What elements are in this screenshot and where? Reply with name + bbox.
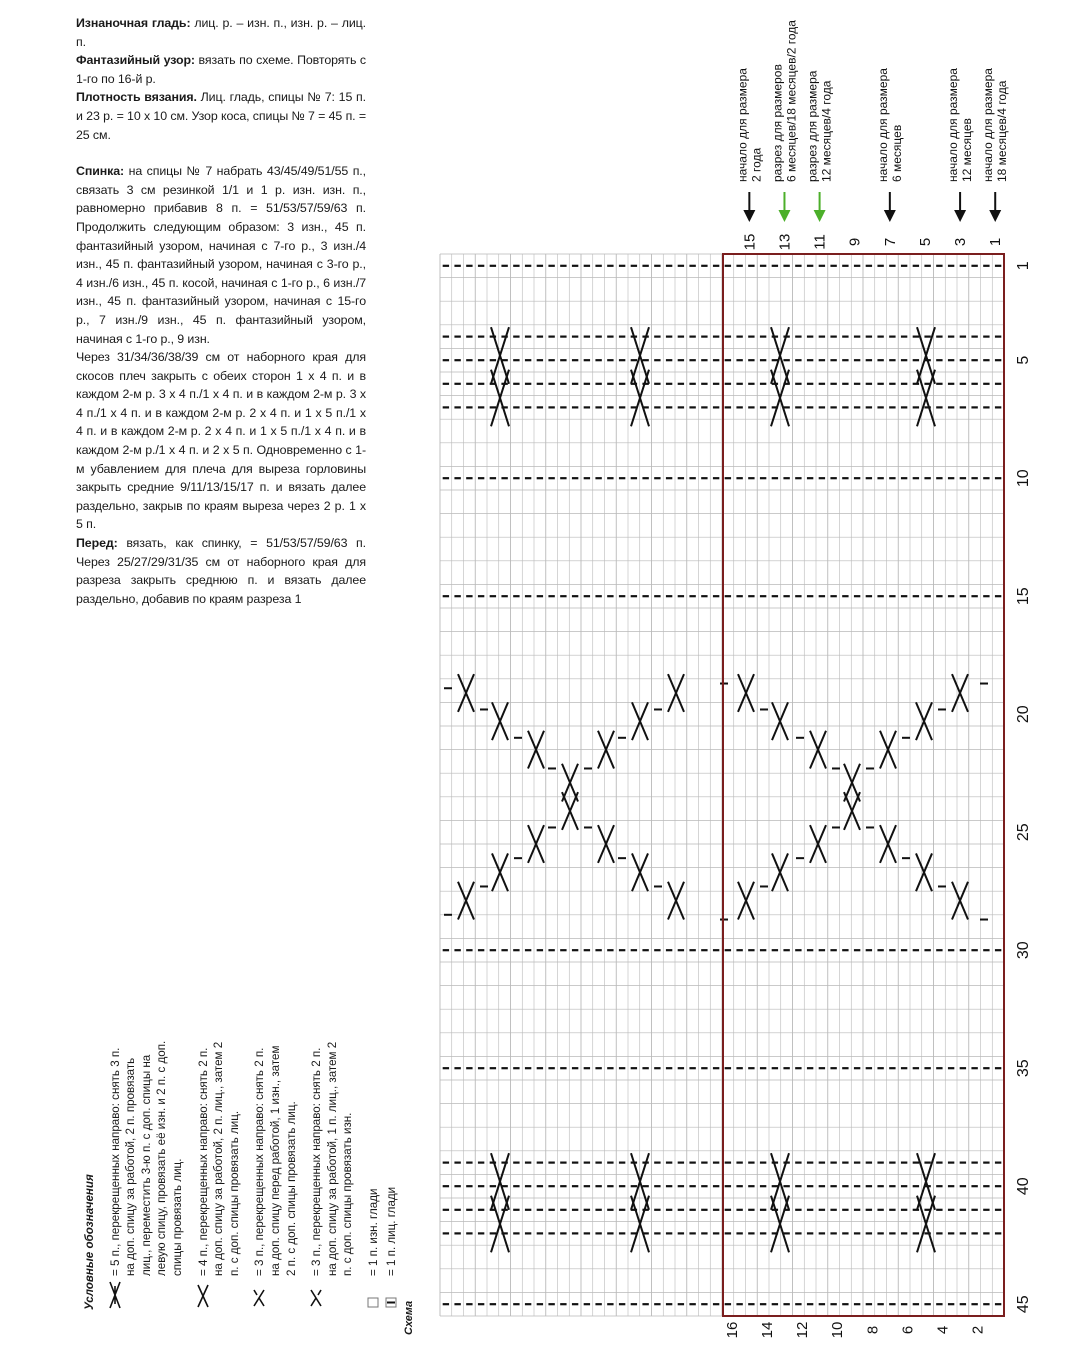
cable-cross-mark <box>772 853 788 891</box>
cable-cross-mark <box>952 674 968 712</box>
annotation-text: 6 месяцев/18 месяцев/2 года <box>784 20 799 182</box>
term-reverse-stockinette: Изнаночная гладь: <box>76 16 191 30</box>
pattern-repeat-frame <box>723 254 1004 1316</box>
term-gauge: Плотность вязания. <box>76 90 197 105</box>
row-number-label: 1 <box>1015 261 1032 271</box>
column-number-label: 2 <box>969 1325 987 1335</box>
column-number-label: 12 <box>794 1321 812 1339</box>
row-number-label: 45 <box>1015 1295 1032 1314</box>
cable-cross-mark <box>738 882 754 920</box>
annotation-text: начало для размера <box>981 68 996 182</box>
body-gauge: Лиц. гладь, спицы № 7: 15 п. и 23 р. = 10 х 10 см. Узор коса, спицы № 7 = 45 п. = 25 см. <box>76 90 366 142</box>
column-number-label: 1 <box>987 237 1005 247</box>
cable-cross-mark <box>562 792 578 830</box>
annotation-text: 12 месяцев/4 года <box>819 80 834 182</box>
column-number-label: 10 <box>829 1321 847 1339</box>
column-number-label: 8 <box>864 1325 882 1335</box>
column-number-label: 4 <box>934 1325 952 1335</box>
column-number-label: 11 <box>811 234 829 250</box>
column-number-label: 5 <box>916 237 934 247</box>
row-numbers <box>1015 261 1032 1313</box>
annotation-text: начало для размера <box>735 68 750 182</box>
legend-item-3-cross-front: = 3 п., перекрещенных направо: снять 2 п. на доп. спицу перед работой, 1 изн., затем 2 п. с доп. спицы провязать лиц. <box>252 1040 299 1310</box>
cable-cross-mark <box>917 370 935 427</box>
row-number-label: 5 <box>1015 355 1032 365</box>
legend-item-purl: = 1 п. изн. глади <box>366 1040 382 1310</box>
body-reverse-stockinette: лиц. р. – изн. п., изн. р. – лиц. п. <box>76 16 366 49</box>
cable-cross-mark <box>668 674 684 712</box>
cable-cross-mark <box>916 702 932 740</box>
cable-cross-mark <box>458 674 474 712</box>
column-number-label: 13 <box>776 233 794 251</box>
annotation-text: 6 месяцев <box>889 124 904 182</box>
cable-cross-mark <box>844 792 860 830</box>
cable-cross-mark <box>771 1196 789 1253</box>
size-annotation <box>981 68 1009 222</box>
cable-cross-mark <box>738 674 754 712</box>
size-annotation <box>876 68 904 222</box>
annotation-text: разрез для размера <box>805 70 820 182</box>
legend-item-5-cross: = 5 п., перекрещенных направо: снять 3 п. на доп. спицу за работой, 2 п. провязать лиц., переместить 3-ю п. с доп. спицы на левую спицу, провязать её изн. и 2 п. с доп. спицы провязать лиц. <box>108 1040 186 1310</box>
row-number-label: 30 <box>1015 941 1032 960</box>
annotation-text: разрез для размеров <box>770 64 785 182</box>
cable-cross-mark <box>771 370 789 427</box>
legend-title: Условные обозначения <box>83 1174 96 1310</box>
cable-cross-mark <box>492 702 508 740</box>
column-number-label: 6 <box>899 1325 917 1335</box>
annotation-text: 12 месяцев <box>960 118 975 182</box>
legend-item-3-cross-back: = 3 п., перекрещенных направо: снять 2 п. на доп. спицу за работой, 1 п. лиц., затем 2 п. с доп. спицы провязать изн. <box>309 1040 356 1310</box>
body-fancy-pattern: вязать по схеме. Повторять с 1-го по 16-й р. <box>76 53 366 86</box>
column-number-label: 14 <box>758 1321 776 1339</box>
chart-cable-symbols <box>458 327 968 1252</box>
term-back: Спинка: <box>76 164 125 179</box>
size-annotation <box>735 68 763 222</box>
column-number-label: 3 <box>952 237 970 247</box>
cable-cross-mark <box>917 1196 935 1253</box>
size-annotation <box>946 68 974 222</box>
legend-item-knit: = 1 п. лиц. глади <box>384 1040 400 1310</box>
row-number-label: 20 <box>1015 705 1032 724</box>
legend-item-4-cross: = 4 п., перекрещенных направо: снять 2 п. на доп. спицу за работой, 2 п. лиц., затем 2 п. с доп. спицы провязать лиц. <box>196 1040 243 1310</box>
row-number-label: 25 <box>1015 823 1032 842</box>
annotation-text: 2 года <box>749 147 764 182</box>
cable-cross-mark <box>772 702 788 740</box>
annotation-text: начало для размера <box>946 68 961 182</box>
size-annotation <box>770 20 798 222</box>
annotation-text: 18 месяцев/4 года <box>995 80 1010 182</box>
row-number-label: 15 <box>1015 587 1032 606</box>
row-number-label: 10 <box>1015 469 1032 488</box>
cable-cross-mark <box>952 882 968 920</box>
column-number-label: 15 <box>741 233 759 251</box>
cable-cross-mark <box>668 882 684 920</box>
cable-cross-mark <box>458 882 474 920</box>
column-number-label: 7 <box>881 237 899 247</box>
cable-cross-mark <box>492 853 508 891</box>
row-number-label: 40 <box>1015 1177 1032 1196</box>
body-front: вязать, как спинку, = 51/53/57/59/63 п. Через 25/27/29/31/35 см от наборного края для разреза закрыть среднюю п. и вязать далее раздельно, добавив по краям разреза 1 <box>76 536 366 606</box>
column-number-label: 16 <box>723 1321 741 1339</box>
column-numbers <box>724 234 1004 1339</box>
chart-caption: Схема <box>403 1300 415 1335</box>
term-fancy-pattern: Фантазийный узор: <box>76 53 195 68</box>
row-number-label: 35 <box>1015 1059 1032 1078</box>
size-annotation <box>806 70 834 222</box>
size-annotations <box>735 20 1009 222</box>
cable-cross-mark <box>491 370 509 427</box>
cable-cross-mark <box>916 853 932 891</box>
term-front: Перед: <box>76 536 118 551</box>
cable-cross-mark <box>491 1196 509 1253</box>
annotation-text: начало для размера <box>875 68 890 182</box>
body-shoulders: Через 31/34/36/38/39 см от наборного края для скосов плеч закрыть с обеих сторон 1 х 4 п. и в каждом 2-м р. 3 х 4 п./1 х 4 п. и в каждом 2-м р. 3 х 4 п./1 х 4 п. и в каждом 2-м р. 2 х 4 п. и 1 х 5 п./1 х 4 п. и в каждом 2-м р. 2 х 4 п. и 1 х 5 п./1 х 4 п. и в каждом 2-м р./1 х 4 п. и 2 х 5 п. Одновременно с 1-м убавлением для плеча для выреза горловины закрыть средние 9/11/13/15/17 п. и вязать далее раздельно, закрыв по краям выреза через 2 р. 1 х 5 п. <box>76 350 366 532</box>
column-number-label: 9 <box>846 237 864 247</box>
body-back: на спицы № 7 набрать 43/45/49/51/55 п., связать 3 см резинкой 1/1 и 1 р. изн. изн. п., равномерно прибавив 8 п. = 51/53/57/59/63 п. Продолжить следующим образом: 3 изн., 45 п. фантазийный узором, начиная с 7-го р., 3 изн./4 изн., 45 п. фантазийный узором, начиная с 3-го р., 4 изн./6 изн., 45 п. косой, начиная с 1-го р., 6 изн./7 изн., 45 п. фантазийный узором, начиная с 15-го р., 7 изн./9 изн., 45 п. фантазийный узором, начиная с 1-го р., 9 изн. <box>76 164 366 346</box>
